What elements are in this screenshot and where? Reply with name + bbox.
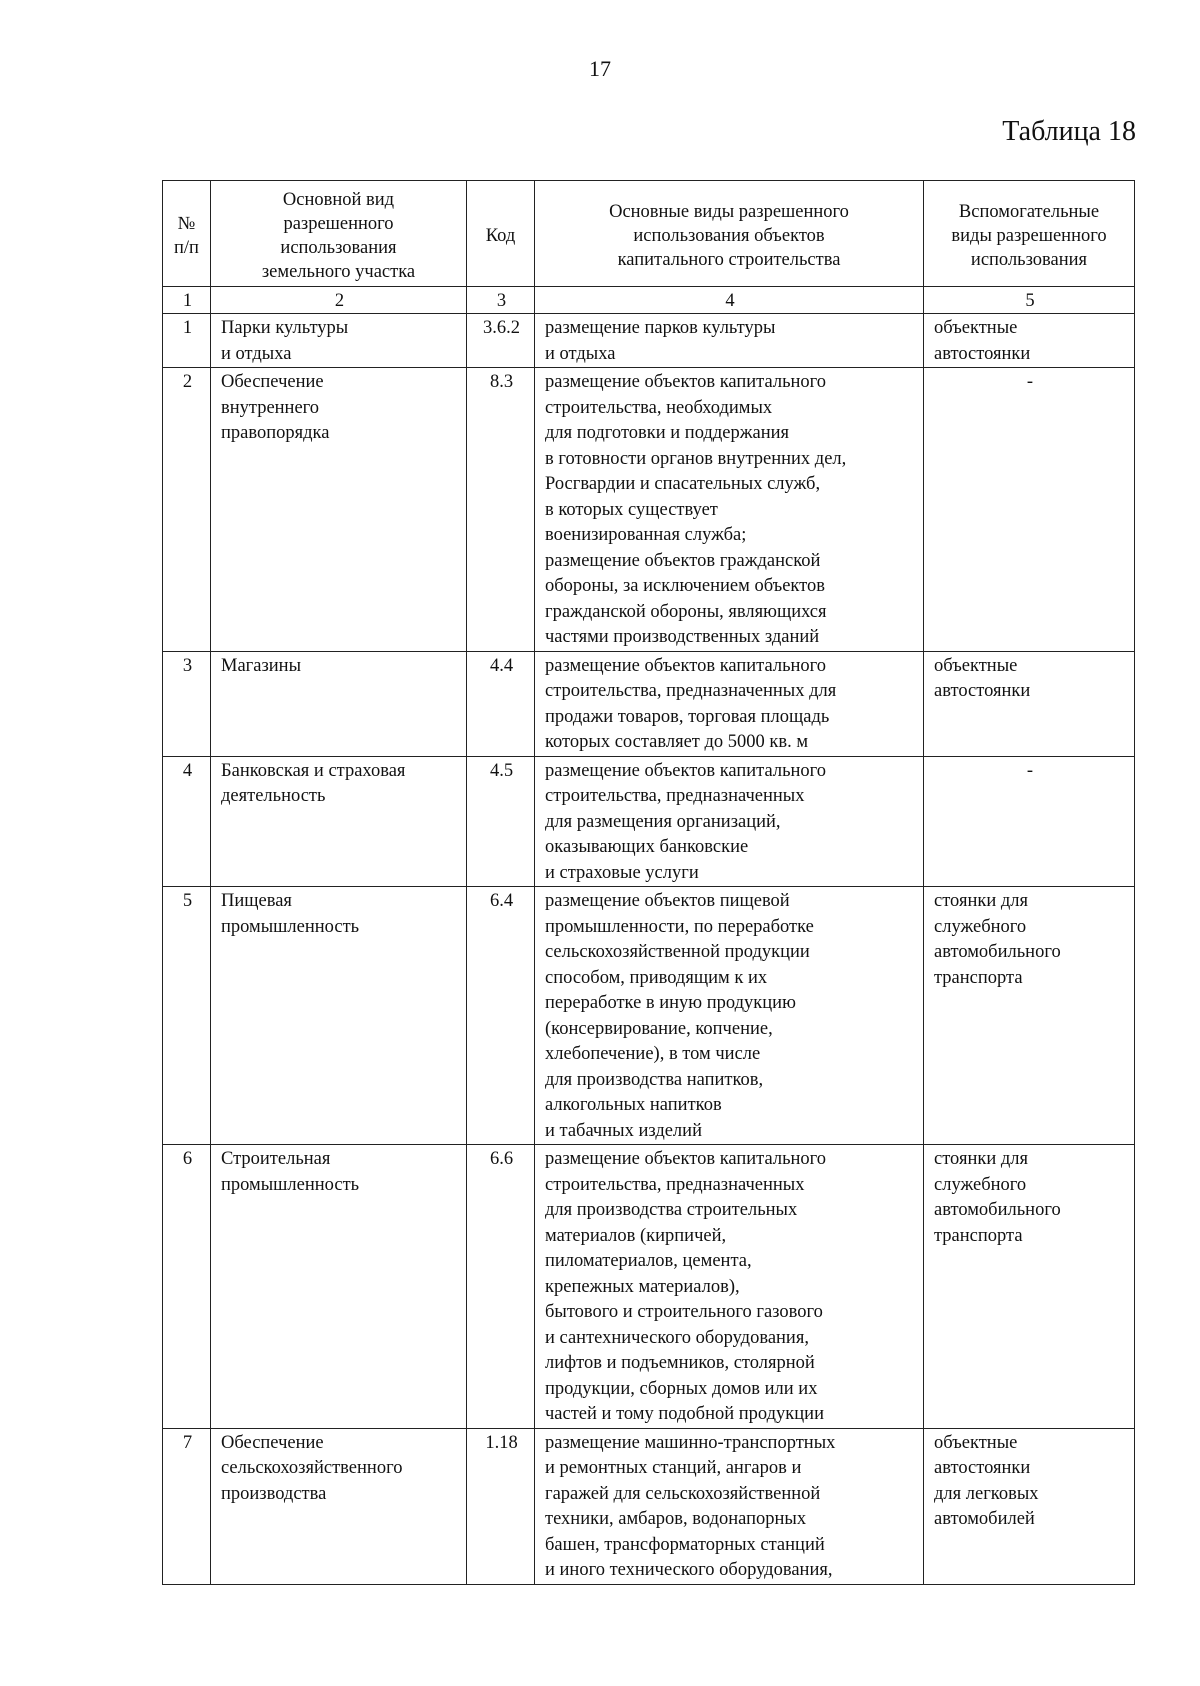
land-use-cell xyxy=(211,1145,467,1429)
table-row xyxy=(163,1145,1135,1429)
text-line: Строительная xyxy=(221,1149,331,1169)
text-line: Обеспечение xyxy=(221,1432,324,1453)
aux-use-cell xyxy=(924,651,1135,756)
text-line: Основной вид xyxy=(282,189,395,210)
capital-use-cell xyxy=(535,887,924,1145)
capital-use-cell xyxy=(535,368,924,652)
text-line: размещение объектов гражданской xyxy=(545,550,821,571)
text-line: размещение парков культуры xyxy=(545,318,776,338)
text-line: автомобилей xyxy=(934,1509,1035,1529)
text-line: транспорта xyxy=(934,1225,1023,1246)
table-row xyxy=(163,314,1135,368)
row-number: 6 xyxy=(163,1145,211,1429)
header-row xyxy=(163,181,1135,287)
land-use-cell xyxy=(211,887,467,1145)
table-row xyxy=(163,651,1135,756)
text-line: размещение объектов капитального xyxy=(545,760,827,781)
text-line: разрешенного xyxy=(283,213,394,234)
text-line: автостоянки xyxy=(934,343,1031,364)
row-number: 2 xyxy=(163,368,211,652)
capital-use-cell xyxy=(535,1428,924,1584)
text-line: промышленности, по переработке xyxy=(545,916,814,937)
text-line: хлебопечение), в том числе xyxy=(545,1044,761,1064)
table-row xyxy=(163,756,1135,887)
text-line: автомобильного xyxy=(934,942,1061,962)
aux-use-cell xyxy=(924,756,1135,887)
text-line: башен, трансформаторных станций xyxy=(545,1534,825,1555)
text-line: Магазины xyxy=(221,655,301,676)
text-line: крепежных материалов), xyxy=(545,1276,740,1297)
aux-use-cell xyxy=(924,887,1135,1145)
aux-use-cell xyxy=(924,314,1135,368)
text-line: объектные xyxy=(934,1432,1018,1453)
page-number: 17 xyxy=(589,56,611,81)
text-line: материалов (кирпичей, xyxy=(545,1225,727,1246)
text-line: и отдыха xyxy=(545,343,616,364)
text-line: служебного xyxy=(934,916,1027,937)
text-line: земельного участка xyxy=(261,261,416,282)
text-line: военизированная служба; xyxy=(545,525,747,545)
text-line: объектные xyxy=(934,655,1018,676)
text-line: размещение объектов пищевой xyxy=(545,891,790,911)
text-line: для легковых xyxy=(934,1483,1039,1504)
row-number: 1 xyxy=(163,314,211,368)
text-line: использования xyxy=(280,237,397,258)
text-line: продукции, сборных домов или их xyxy=(545,1378,818,1399)
text-line: виды разрешенного xyxy=(951,225,1107,246)
text-line: использования xyxy=(970,249,1088,270)
text-line: служебного xyxy=(934,1174,1027,1195)
column-number: 1 xyxy=(163,287,211,314)
code-cell: 4.4 xyxy=(467,651,535,756)
text-line: производства xyxy=(221,1483,327,1504)
table-caption: Таблица 18 xyxy=(1002,116,1136,147)
text-line: размещение объектов капитального xyxy=(545,372,827,392)
text-line: промышленность xyxy=(221,916,360,937)
text-line: Код xyxy=(485,225,516,246)
text-line: сельскохозяйственной продукции xyxy=(545,942,810,962)
text-line: способом, приводящим к их xyxy=(545,967,768,988)
aux-use-cell xyxy=(924,368,1135,652)
code-cell: 1.18 xyxy=(467,1428,535,1584)
text-line: стоянки для xyxy=(934,891,1029,911)
code-cell: 4.5 xyxy=(467,756,535,887)
column-number: 2 xyxy=(211,287,467,314)
text-line: капитального строительства xyxy=(617,249,841,270)
text-line: - xyxy=(1026,372,1034,392)
land-use-cell xyxy=(211,1428,467,1584)
land-use-cell xyxy=(211,756,467,887)
text-line: в готовности органов внутренних дел, xyxy=(545,448,847,469)
text-line: размещение машинно-транспортных xyxy=(545,1432,836,1453)
text-line: Пищевая xyxy=(221,891,292,911)
text-line: для подготовки и поддержания xyxy=(545,423,790,443)
text-line: Основные виды разрешенного xyxy=(609,201,849,222)
text-line: сельскохозяйственного xyxy=(221,1458,403,1478)
text-line: и табачных изделий xyxy=(545,1120,702,1141)
text-line: обороны, за исключением объектов xyxy=(545,576,825,596)
text-line: и иного технического оборудования, xyxy=(545,1560,833,1580)
text-line: Парки культуры xyxy=(221,318,349,338)
header-aux-use xyxy=(924,181,1135,287)
text-line: оказывающих банковские xyxy=(545,837,749,857)
table-row xyxy=(163,368,1135,652)
land-use-table xyxy=(162,180,1135,1585)
text-line: и отдыха xyxy=(221,343,292,364)
text-line: - xyxy=(1026,760,1034,781)
land-use-cell xyxy=(211,368,467,652)
text-line: бытового и строительного газового xyxy=(545,1302,823,1322)
header-num xyxy=(163,181,211,287)
text-line: правопорядка xyxy=(221,423,330,443)
text-line: размещение объектов капитального xyxy=(545,1149,827,1169)
column-number: 4 xyxy=(535,287,924,314)
text-line: для производства строительных xyxy=(545,1200,798,1220)
capital-use-cell xyxy=(535,314,924,368)
text-line: строительства, предназначенных для xyxy=(545,681,837,701)
text-line: автостоянки xyxy=(934,681,1031,701)
table-row xyxy=(163,887,1135,1145)
text-line: пиломатериалов, цемента, xyxy=(545,1251,752,1271)
text-line: техники, амбаров, водонапорных xyxy=(545,1509,807,1529)
text-line: которых составляет до 5000 кв. м xyxy=(545,732,809,752)
table-row xyxy=(163,1428,1135,1584)
code-cell: 6.4 xyxy=(467,887,535,1145)
text-line: объектные xyxy=(934,318,1018,338)
text-line: стоянки для xyxy=(934,1149,1029,1169)
column-number: 3 xyxy=(467,287,535,314)
text-line: лифтов и подъемников, столярной xyxy=(545,1353,815,1373)
row-number: 5 xyxy=(163,887,211,1145)
text-line: в которых существует xyxy=(545,499,718,520)
capital-use-cell xyxy=(535,756,924,887)
text-line: п/п xyxy=(174,237,199,258)
text-line: Обеспечение xyxy=(221,372,324,392)
code-cell: 3.6.2 xyxy=(467,314,535,368)
text-line: гражданской обороны, являющихся xyxy=(545,601,827,622)
header-capital-use xyxy=(535,181,924,287)
aux-use-cell xyxy=(924,1145,1135,1429)
text-line: для производства напитков, xyxy=(545,1069,764,1090)
column-number-row xyxy=(163,287,1135,314)
text-line: и ремонтных станций, ангаров и xyxy=(545,1458,802,1478)
text-line: гаражей для сельскохозяйственной xyxy=(545,1483,821,1504)
capital-use-cell xyxy=(535,1145,924,1429)
code-cell: 6.6 xyxy=(467,1145,535,1429)
text-line: строительства, предназначенных xyxy=(545,786,805,806)
land-use-cell xyxy=(211,314,467,368)
text-line: промышленность xyxy=(221,1174,360,1195)
text-line: Росгвардии и спасательных служб, xyxy=(545,474,821,494)
text-line: и сантехнического оборудования, xyxy=(545,1327,809,1348)
text-line: деятельность xyxy=(221,786,326,806)
text-line: алкогольных напитков xyxy=(545,1095,722,1115)
row-number: 3 xyxy=(163,651,211,756)
text-line: и страховые услуги xyxy=(545,862,699,883)
header-land-use xyxy=(211,181,467,287)
text-line: строительства, необходимых xyxy=(545,397,773,418)
text-line: для размещения организаций, xyxy=(545,811,781,832)
text-line: Вспомогательные xyxy=(958,201,1100,222)
text-line: частями производственных зданий xyxy=(545,627,820,647)
text-line: переработке в иную продукцию xyxy=(545,993,796,1013)
row-number: 4 xyxy=(163,756,211,887)
row-number: 7 xyxy=(163,1428,211,1584)
text-line: № xyxy=(177,213,196,234)
text-line: автостоянки xyxy=(934,1458,1031,1478)
text-line: внутреннего xyxy=(221,397,320,418)
capital-use-cell xyxy=(535,651,924,756)
text-line: размещение объектов капитального xyxy=(545,655,827,676)
land-use-cell xyxy=(211,651,467,756)
header-code xyxy=(467,181,535,287)
text-line: продажи товаров, торговая площадь xyxy=(545,706,830,727)
aux-use-cell xyxy=(924,1428,1135,1584)
text-line: транспорта xyxy=(934,967,1023,988)
text-line: автомобильного xyxy=(934,1200,1061,1220)
text-line: использования объектов xyxy=(633,225,825,246)
text-line: строительства, предназначенных xyxy=(545,1174,805,1195)
text-line: частей и тому подобной продукции xyxy=(545,1404,824,1424)
text-line: Банковская и страховая xyxy=(221,760,406,781)
text-line: (консервирование, копчение, xyxy=(545,1018,773,1039)
code-cell: 8.3 xyxy=(467,368,535,652)
column-number: 5 xyxy=(924,287,1135,314)
